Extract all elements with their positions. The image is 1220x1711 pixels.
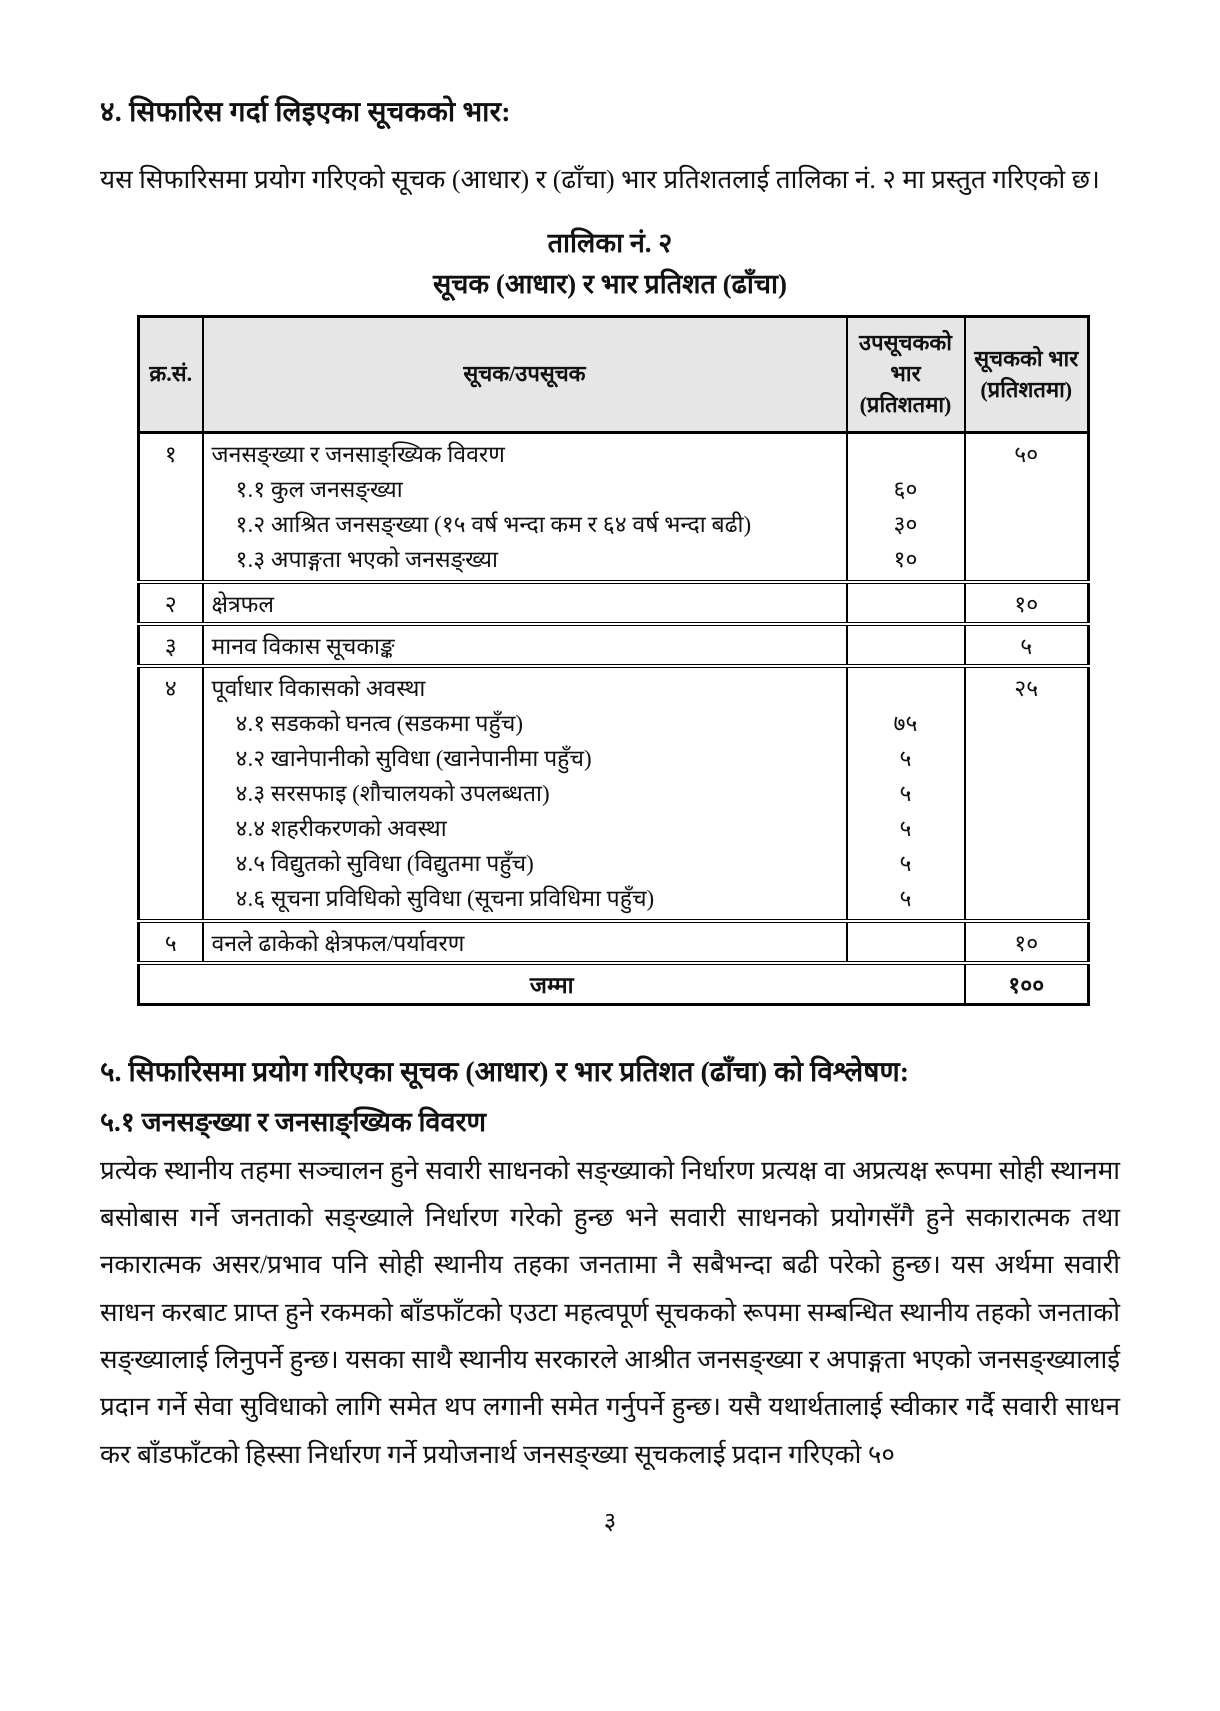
table-subtitle: सूचक (आधार) र भार प्रतिशत (ढाँचा) <box>433 269 787 300</box>
sub-weight-value: ५ <box>899 815 912 841</box>
header-cell-sn: क्र.सं. <box>139 317 203 432</box>
row-sub-weight <box>847 921 965 963</box>
header-cell-sub-weight: उपसूचकको भार (प्रतिशतमा) <box>847 317 965 432</box>
sub-weight-value: ६० <box>893 476 918 502</box>
sub-weight-value: ५ <box>899 780 912 806</box>
row-indicator-lines <box>203 432 847 582</box>
row-indicator: वनले ढाकेको क्षेत्रफल/पर्यावरण <box>203 921 847 963</box>
row-sn: ५ <box>139 921 203 963</box>
indicator-line: १.१ कुल जनसङ्ख्या <box>235 476 403 502</box>
total-value: १०० <box>965 963 1089 1005</box>
row-sub-weight <box>847 624 965 666</box>
indicator-line: १.२ आश्रित जनसङ्ख्या (१५ वर्ष भन्दा कम र ६४ वर्ष भन्दा बढी) <box>235 511 752 537</box>
section5-paragraph: प्रत्येक स्थानीय तहमा सञ्चालन हुने सवारी साधनको सङ्ख्याको निर्धारण प्रत्यक्ष वा अप्रत्यक्ष रूपमा सोही स्थानमा बसोबास गर्ने जनताको सङ्ख्याले निर्धारण गरेको हुन्छ भने सवारी साधनको प्रयोगसँगै हुने सकारात्मक तथा नकारात्मक असर/प्रभाव पनि सोही स्थानीय तहका जनतामा नै सबैभन्दा बढी परेको हुन्छ। यस अर्थमा सवारी साधन करबाट प्राप्त हुने रकमको बाँडफाँटको एउटा महत्वपूर्ण सूचकको रूपमा सम्बन्धित स्थानीय तहको जनताको सङ्ख्यालाई लिनुपर्ने हुन्छ। यसका साथै स्थानीय सरकारले आश्रीत जनसङ्ख्या र अपाङ्गता भएको जनसङ्ख्यालाई प्रदान गर्ने सेवा सुविधाको लागि समेत थप लगानी समेत गर्नुपर्ने हुन्छ। यसै यथार्थतालाई स्वीकार गर्दै सवारी साधन कर बाँडफाँटको हिस्सा निर्धारण गर्ने प्रयोजनार्थ जनसङ्ख्या सूचकलाई प्रदान गरिएको ५० <box>100 1155 1120 1469</box>
section5-subheading: ५.१ जनसङ्ख्या र जनसाङ्ख्यिक विवरण <box>100 1106 487 1137</box>
table-row-5 <box>139 921 1089 963</box>
sub-weight-value: १० <box>893 546 918 572</box>
table-total-row <box>139 963 1089 1005</box>
page-number: ३ <box>603 1508 617 1535</box>
indicator-line: पूर्वाधार विकासको अवस्था <box>211 675 426 701</box>
row-sub-weight <box>847 582 965 624</box>
section4-paragraph: यस सिफारिसमा प्रयोग गरिएको सूचक (आधार) र (ढाँचा) भार प्रतिशतलाई तालिका नं. २ मा प्रस्तुत गरिएको छ। <box>100 165 1100 194</box>
indicators-table <box>137 315 1090 1005</box>
row-sub-weights <box>847 432 965 582</box>
row-indicator: मानव विकास सूचकाङ्क <box>203 624 847 666</box>
table-title: तालिका नं. २ <box>547 228 673 259</box>
row-weight: २५ <box>965 666 1089 921</box>
table-header-row <box>139 317 1089 432</box>
row-sub-weights <box>847 666 965 921</box>
indicator-line: १.३ अपाङ्गता भएको जनसङ्ख्या <box>235 546 498 572</box>
row-weight: ५ <box>965 624 1089 666</box>
indicator-line: ४.६ सूचना प्रविधिको सुविधा (सूचना प्रविधिमा पहुँच) <box>235 885 655 911</box>
sub-weight-value: ५ <box>899 745 912 771</box>
total-label: जम्मा <box>139 963 965 1005</box>
sub-weight-value <box>856 671 956 706</box>
table-row-group4 <box>139 666 1089 921</box>
sub-weight-value: ३० <box>893 511 918 537</box>
section4-heading: ४. सिफारिस गर्दा लिइएका सूचकको भार: <box>100 97 511 128</box>
row-weight: १० <box>965 921 1089 963</box>
header-cell-weight: सूचकको भार (प्रतिशतमा) <box>965 317 1089 432</box>
sub-weight-value: ५ <box>899 850 912 876</box>
indicator-line: ४.२ खानेपानीको सुविधा (खानेपानीमा पहुँच) <box>235 745 592 771</box>
indicator-line: ४.३ सरसफाइ (शौचालयको उपलब्धता) <box>235 780 550 806</box>
sub-weight-value: ७५ <box>893 710 918 736</box>
row-weight: १० <box>965 582 1089 624</box>
table-row-2 <box>139 582 1089 624</box>
table-row-3 <box>139 624 1089 666</box>
table-row-group1 <box>139 432 1089 582</box>
row-indicator-lines <box>203 666 847 921</box>
row-indicator: क्षेत्रफल <box>203 582 847 624</box>
row-weight: ५० <box>965 432 1089 582</box>
indicator-line: ४.४ शहरीकरणको अवस्था <box>235 815 447 841</box>
sub-weight-value <box>856 437 956 472</box>
indicator-line: जनसङ्ख्या र जनसाङ्ख्यिक विवरण <box>211 441 505 467</box>
sub-weight-value: ५ <box>899 885 912 911</box>
row-sn: २ <box>139 582 203 624</box>
row-sn: १ <box>139 432 203 582</box>
section5-heading: ५. सिफारिसमा प्रयोग गरिएका सूचक (आधार) र भार प्रतिशत (ढाँचा) को विश्लेषण: <box>100 1056 910 1088</box>
header-cell-indicator: सूचक/उपसूचक <box>203 317 847 432</box>
indicator-line: ४.५ विद्युतको सुविधा (विद्युतमा पहुँच) <box>235 850 534 876</box>
indicator-line: ४.१ सडकको घनत्व (सडकमा पहुँच) <box>235 710 523 736</box>
row-sn: ४ <box>139 666 203 921</box>
row-sn: ३ <box>139 624 203 666</box>
